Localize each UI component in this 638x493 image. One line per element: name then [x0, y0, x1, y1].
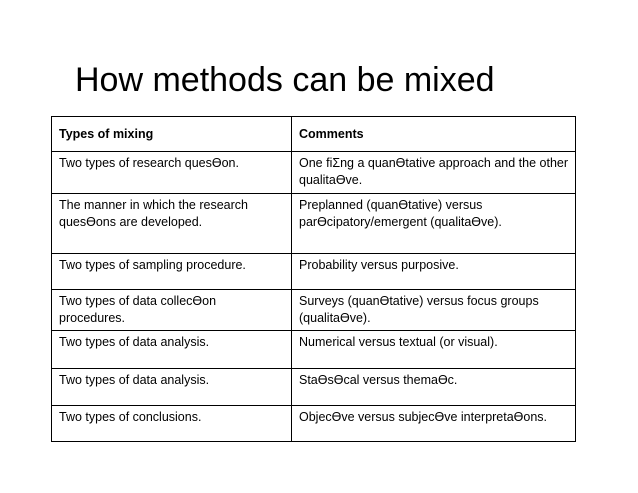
- table-cell-type: Two types of research quesƟon.: [52, 152, 292, 194]
- table-row: [52, 254, 576, 290]
- slide-title: How methods can be mixed: [75, 61, 495, 99]
- table-row: [52, 331, 576, 369]
- column-header-comments: Comments: [292, 117, 576, 152]
- table-cell-type: Two types of conclusions.: [52, 406, 292, 442]
- table-row: [52, 369, 576, 406]
- table-cell-comment: Probability versus purposive.: [292, 254, 576, 290]
- table-cell-type: Two types of sampling procedure.: [52, 254, 292, 290]
- table-row: [52, 406, 576, 442]
- table-cell-type: Two types of data analysis.: [52, 331, 292, 369]
- table-cell-type: Two types of data analysis.: [52, 369, 292, 406]
- mixing-table-container: [51, 116, 575, 442]
- table-row: [52, 290, 576, 331]
- table-cell-comment: ObjecƟve versus subjecƟve interpretaƟons.: [292, 406, 576, 442]
- table-cell-comment: StaƟsƟcal versus themaƟc.: [292, 369, 576, 406]
- table-cell-comment: Preplanned (quanƟtative) versus parƟcipatory/emergent (qualitaƟve).: [292, 194, 576, 254]
- table-cell-comment: Surveys (quanƟtative) versus focus groups (qualitaƟve).: [292, 290, 576, 331]
- mixing-table: [51, 116, 576, 442]
- table-cell-type: The manner in which the research quesƟons are developed.: [52, 194, 292, 254]
- table-header-row: [52, 117, 576, 152]
- table-cell-type: Two types of data collecƟon procedures.: [52, 290, 292, 331]
- column-header-types-of-mixing: Types of mixing: [52, 117, 292, 152]
- table-cell-comment: Numerical versus textual (or visual).: [292, 331, 576, 369]
- table-row: [52, 152, 576, 194]
- table-cell-comment: One ﬁƩng a quanƟtative approach and the other qualitaƟve.: [292, 152, 576, 194]
- table-row: [52, 194, 576, 254]
